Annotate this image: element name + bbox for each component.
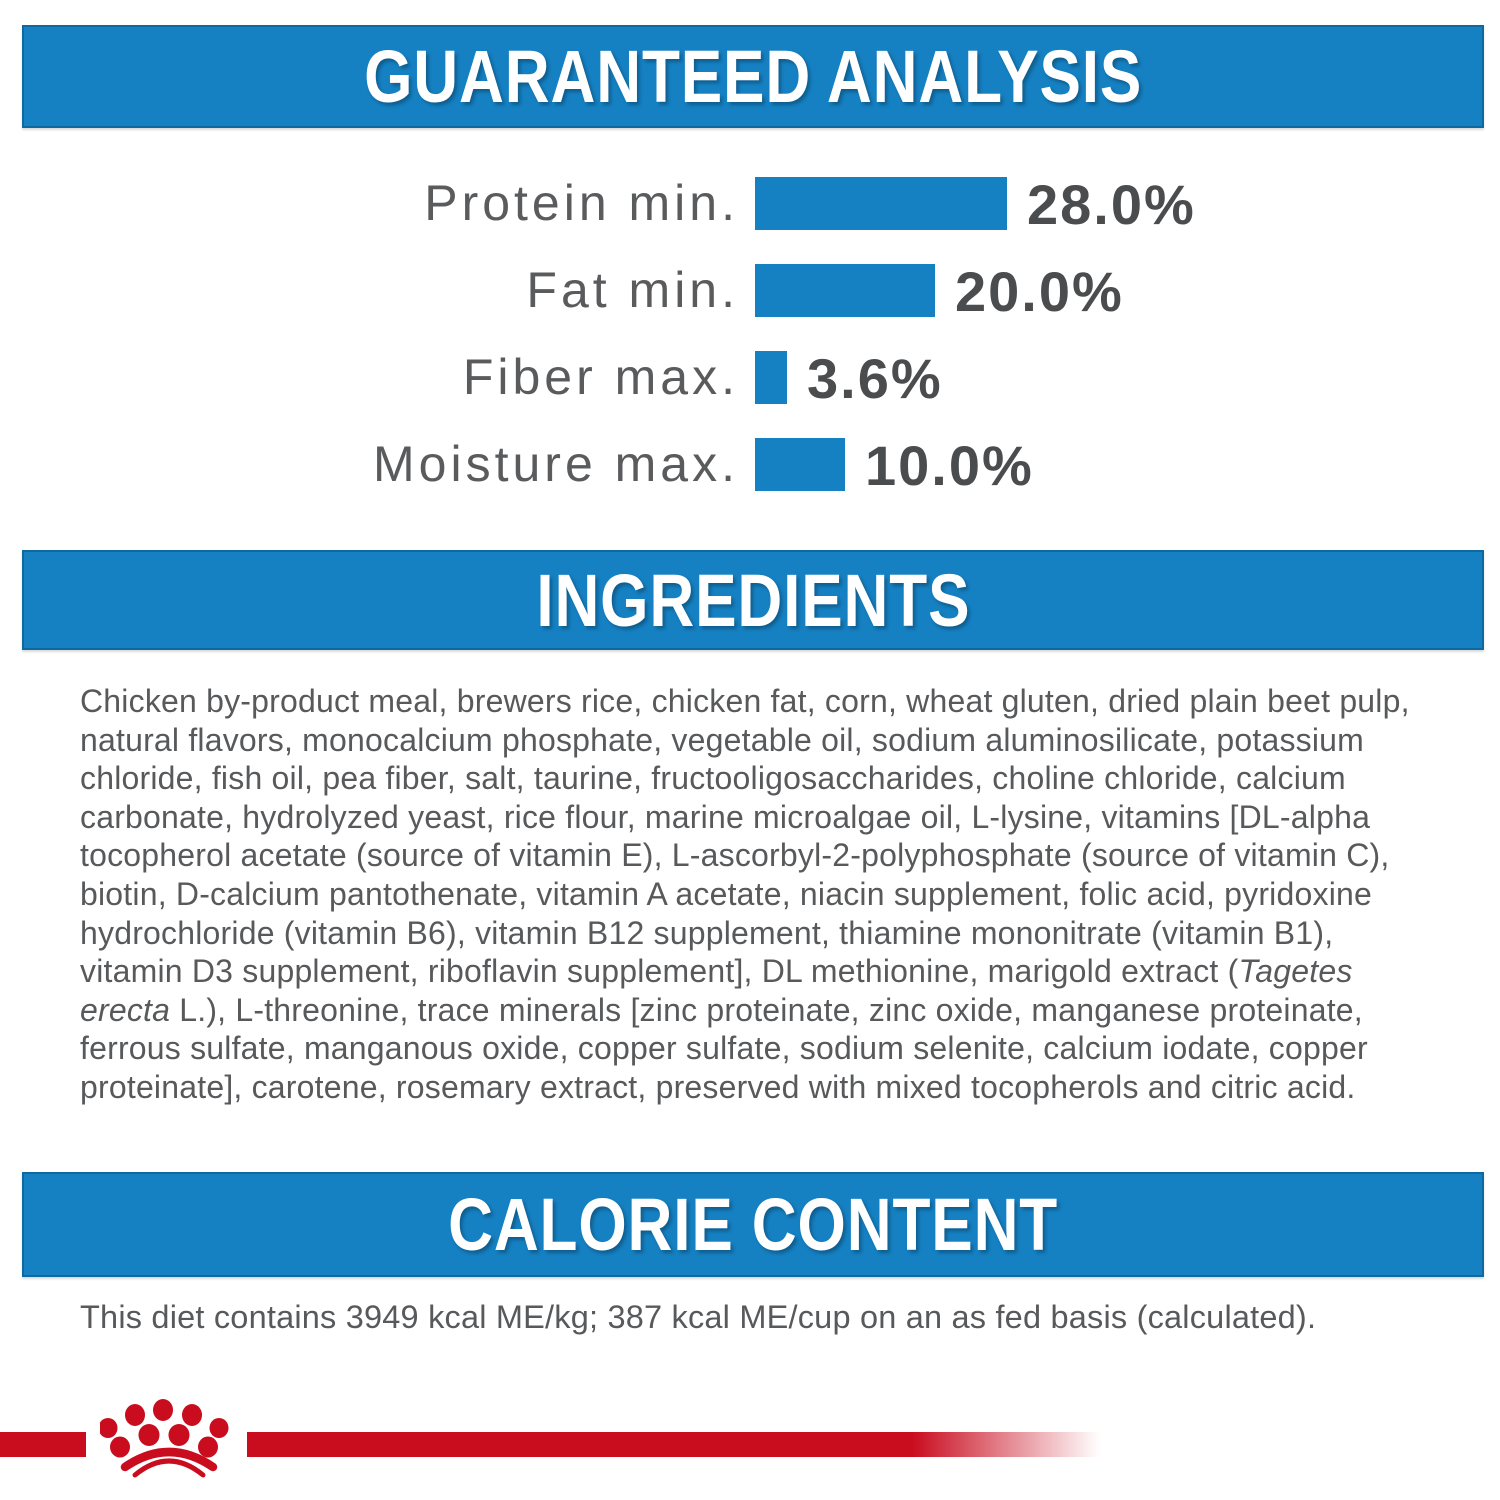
analysis-row-fat [0,260,1500,323]
fat-value: 20.0% [955,260,1124,323]
fiber-label: Fiber max. [462,349,739,405]
ingredients-paragraph [80,682,1440,1107]
brand-ribbon-right [247,1432,1100,1457]
ingredients-latin-name: Tagetes erecta [80,953,1353,1028]
protein-value: 28.0% [1027,173,1196,236]
analysis-row-fiber [0,347,1500,410]
royal-canin-crown-icon [100,1394,230,1482]
protein-bar [755,177,1007,230]
brand-ribbon-left [0,1432,86,1457]
fiber-bar [755,351,787,404]
ingredients-title: INGREDIENTS [535,558,971,642]
fat-bar [755,264,935,317]
ingredients-text-part1: Chicken by-product meal, brewers rice, chicken fat, corn, wheat gluten, dried plain beet pulp, natural flavors, monocalcium phosphate, vegetable oil, sodium aluminosilicate, potassium chloride, fish oil, pea fiber, salt, taurine, fructooligosaccharides, choline chloride, calcium carbonate, hydrolyzed yeast, rice flour, marine microalgae oil, L-lysine, vitamins [DL-alpha tocopherol acetate (source of vitamin E), L-ascorbyl-2-polyphosphate (source of vitamin C), biotin, D-calcium pantothenate, vitamin A acetate, niacin supplement, folic acid, pyridoxine hydrochloride (vitamin B6), vitamin B12 supplement, thiamine mononitrate (vitamin B1), vitamin D3 supplement, riboflavin supplement], DL methionine, marigold extract ( [80,683,1410,990]
moisture-bar [755,438,845,491]
calorie-content-title: CALORIE CONTENT [447,1183,1058,1266]
guaranteed-analysis-title: GUARANTEED ANALYSIS [363,35,1143,118]
moisture-label: Moisture max. [373,436,739,492]
protein-label: Protein min. [424,175,739,231]
analysis-row-protein [0,173,1500,236]
fiber-value: 3.6% [807,347,943,410]
analysis-row-moisture [0,434,1500,497]
ingredients-text-part2: L.), L-threonine, trace minerals [zinc proteinate, zinc oxide, manganese proteinate, ferrous sulfate, manganous oxide, copper sulfate, sodium selenite, calcium iodate, copper proteinate], carotene, rosemary extract, preserved with mixed tocopherols and citric acid. [80,991,1368,1105]
calorie-content-banner [22,1172,1484,1277]
calorie-content-text: This diet contains 3949 kcal ME/kg; 387 kcal ME/cup on an as fed basis (calculated). [80,1299,1317,1335]
fat-label: Fat min. [526,262,739,318]
guaranteed-analysis-banner [22,25,1484,128]
moisture-value: 10.0% [865,434,1034,497]
ingredients-banner [22,550,1484,650]
